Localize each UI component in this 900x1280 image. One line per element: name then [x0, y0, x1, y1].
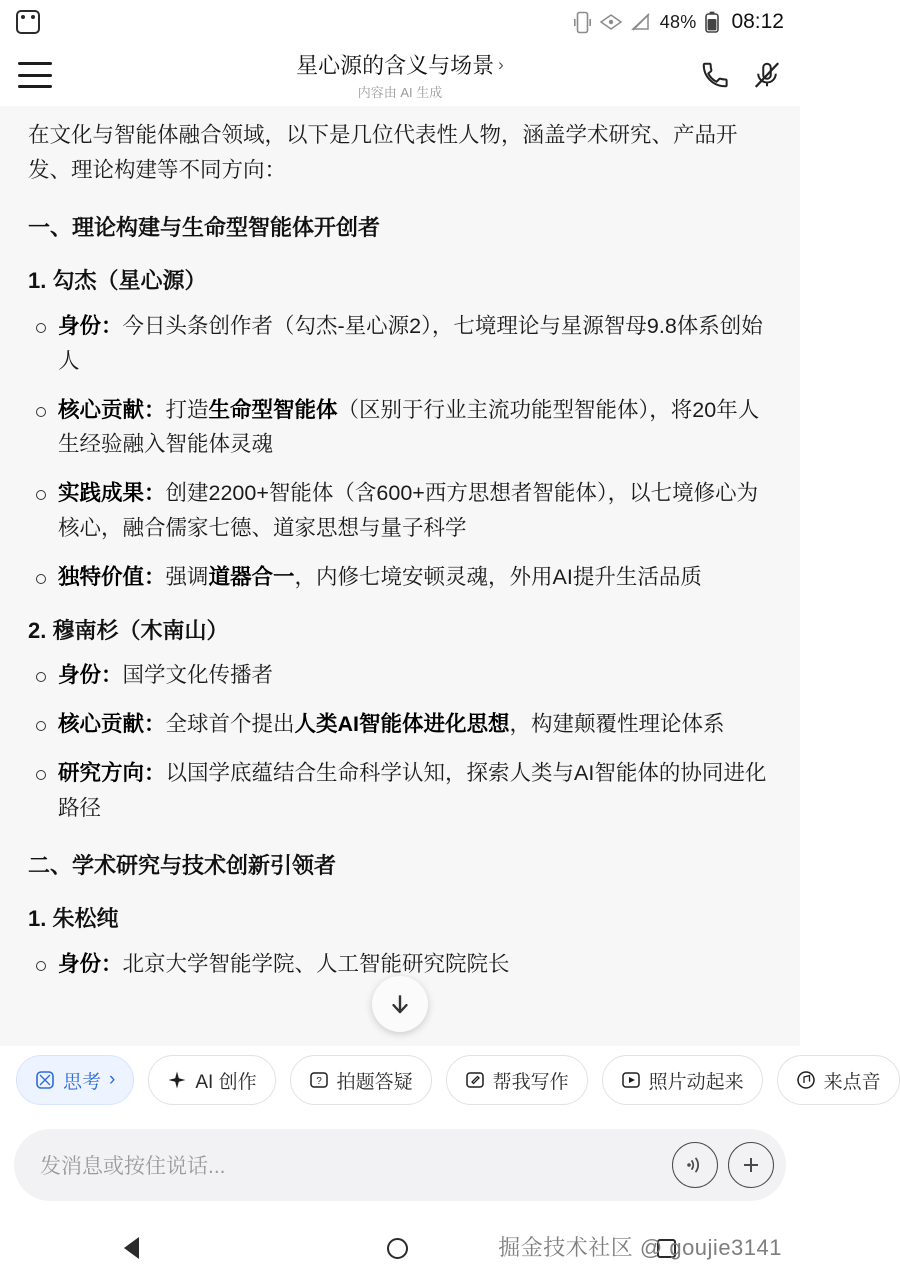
list-item — [28, 309, 772, 379]
item-text-pre: 打造 — [165, 397, 209, 422]
back-triangle-icon[interactable] — [124, 1237, 139, 1259]
chip-label: 拍题答疑 — [336, 1071, 413, 1093]
list-item — [28, 707, 772, 742]
title-bar-actions — [700, 60, 782, 90]
person-heading-1: 1. 勾杰（星心源） — [28, 268, 207, 294]
chip-help-write[interactable] — [446, 1055, 588, 1105]
watermark: 掘金技术社区 @ goujie3141 — [498, 1235, 782, 1260]
chip-think[interactable] — [16, 1055, 134, 1105]
item-text-strong: 生命型智能体 — [208, 397, 338, 422]
item-text: 创建2200+智能体（含600+西方思想者智能体），以七境修心为核心，融合儒家七德、道家思想与量子科学 — [58, 481, 759, 541]
phone-icon[interactable] — [700, 60, 730, 90]
chevron-right-icon: › — [498, 54, 504, 74]
item-text: 今日头条创作者（勾杰-星心源2），七境理论与星源智母9.8体系创始人 — [58, 313, 763, 373]
app-badge-icon — [16, 10, 40, 34]
think-icon — [35, 1070, 55, 1090]
page-title[interactable] — [296, 49, 504, 80]
list-item — [28, 658, 772, 693]
item-label: 研究方向： — [58, 760, 166, 785]
title-center — [0, 49, 800, 101]
svg-text:?: ? — [315, 1076, 322, 1087]
hamburger-icon[interactable] — [18, 62, 52, 88]
chip-chevron: › — [109, 1069, 116, 1090]
item-label: 身份： — [58, 951, 123, 976]
status-bar — [0, 0, 800, 44]
chip-label: 帮我写作 — [492, 1071, 569, 1093]
music-icon — [796, 1070, 816, 1090]
item-label: 实践成果： — [58, 481, 166, 506]
message-input[interactable]: 发消息或按住说话... — [40, 1155, 226, 1178]
message-input-bar[interactable] — [0, 1114, 800, 1216]
page-title-text: 星心源的含义与场景 — [296, 53, 495, 78]
item-text-pre: 强调 — [165, 564, 209, 589]
intro-paragraph: 在文化与智能体融合领域，以下是几位代表性人物，涵盖学术研究、产品开发、理论构建等不同方向： — [28, 123, 738, 182]
person-2-list — [28, 658, 772, 825]
scroll-down-icon[interactable] — [372, 976, 428, 1032]
chip-animate-photo[interactable] — [602, 1055, 763, 1105]
message-input-container[interactable] — [14, 1129, 786, 1201]
mic-off-icon[interactable] — [752, 60, 782, 90]
voice-wave-icon[interactable] — [672, 1142, 718, 1188]
item-label: 独特价值： — [58, 564, 166, 589]
chip-label: AI 创作 — [195, 1071, 257, 1093]
item-text: 以国学底蕴结合生命科学认知，探索人类与AI智能体的协同进化路径 — [58, 760, 767, 820]
home-circle-icon[interactable] — [387, 1238, 408, 1259]
item-text-strong: 人类AI智能体进化思想 — [294, 712, 510, 737]
chip-photo-question[interactable] — [290, 1055, 432, 1105]
camera-question-icon — [309, 1070, 329, 1090]
item-label: 身份： — [58, 313, 123, 338]
page-subtitle: 内容由 AI 生成 — [357, 85, 443, 100]
title-bar — [0, 44, 800, 106]
item-label: 核心贡献： — [58, 712, 166, 737]
item-text: 国学文化传播者 — [122, 663, 274, 688]
sparkle-icon — [167, 1070, 187, 1090]
item-label: 身份： — [58, 663, 123, 688]
status-bar-right — [574, 10, 784, 34]
chip-label: 来点音 — [823, 1071, 881, 1093]
chat-content[interactable] — [0, 106, 800, 1046]
person-heading-2: 2. 穆南杉（木南山） — [28, 617, 229, 643]
chip-music[interactable] — [777, 1055, 900, 1105]
plus-icon[interactable] — [728, 1142, 774, 1188]
signal-off-icon — [631, 12, 651, 32]
item-text-pre: 全球首个提出 — [165, 712, 295, 737]
battery-icon — [705, 11, 719, 33]
quick-action-chips[interactable] — [0, 1046, 881, 1114]
person-1-list — [28, 309, 772, 595]
play-photo-icon — [621, 1070, 641, 1090]
battery-percent: 48% — [659, 11, 697, 32]
item-text-post: （区别于行业主流功能型智能体），将20年人生经验融入智能体灵魂 — [58, 397, 760, 457]
item-label: 核心贡献： — [58, 397, 166, 422]
status-clock: 08:12 — [731, 10, 784, 33]
chip-label: 照片动起来 — [648, 1071, 744, 1093]
list-item — [28, 560, 772, 595]
item-text: 北京大学智能学院、人工智能研究院院长 — [122, 951, 510, 976]
status-bar-left — [16, 10, 40, 34]
write-icon — [465, 1070, 485, 1090]
section-heading-1: 一、理论构建与生命型智能体开创者 — [28, 214, 381, 240]
list-item — [28, 393, 772, 463]
section-heading-2: 二、学术研究与技术创新引领者 — [28, 852, 337, 878]
item-text-post: ，构建颠覆性理论体系 — [509, 712, 725, 737]
wifi-icon — [600, 13, 622, 31]
item-text-post: ，内修七境安顿灵魂，外用AI提升生活品质 — [294, 564, 702, 589]
chip-ai-create[interactable] — [148, 1055, 275, 1105]
item-text-strong: 道器合一 — [208, 564, 295, 589]
person-heading-3: 1. 朱松纯 — [28, 906, 119, 932]
list-item — [28, 476, 772, 546]
vibrate-icon — [574, 11, 591, 34]
chip-label: 思考 — [63, 1071, 102, 1093]
list-item — [28, 756, 772, 826]
